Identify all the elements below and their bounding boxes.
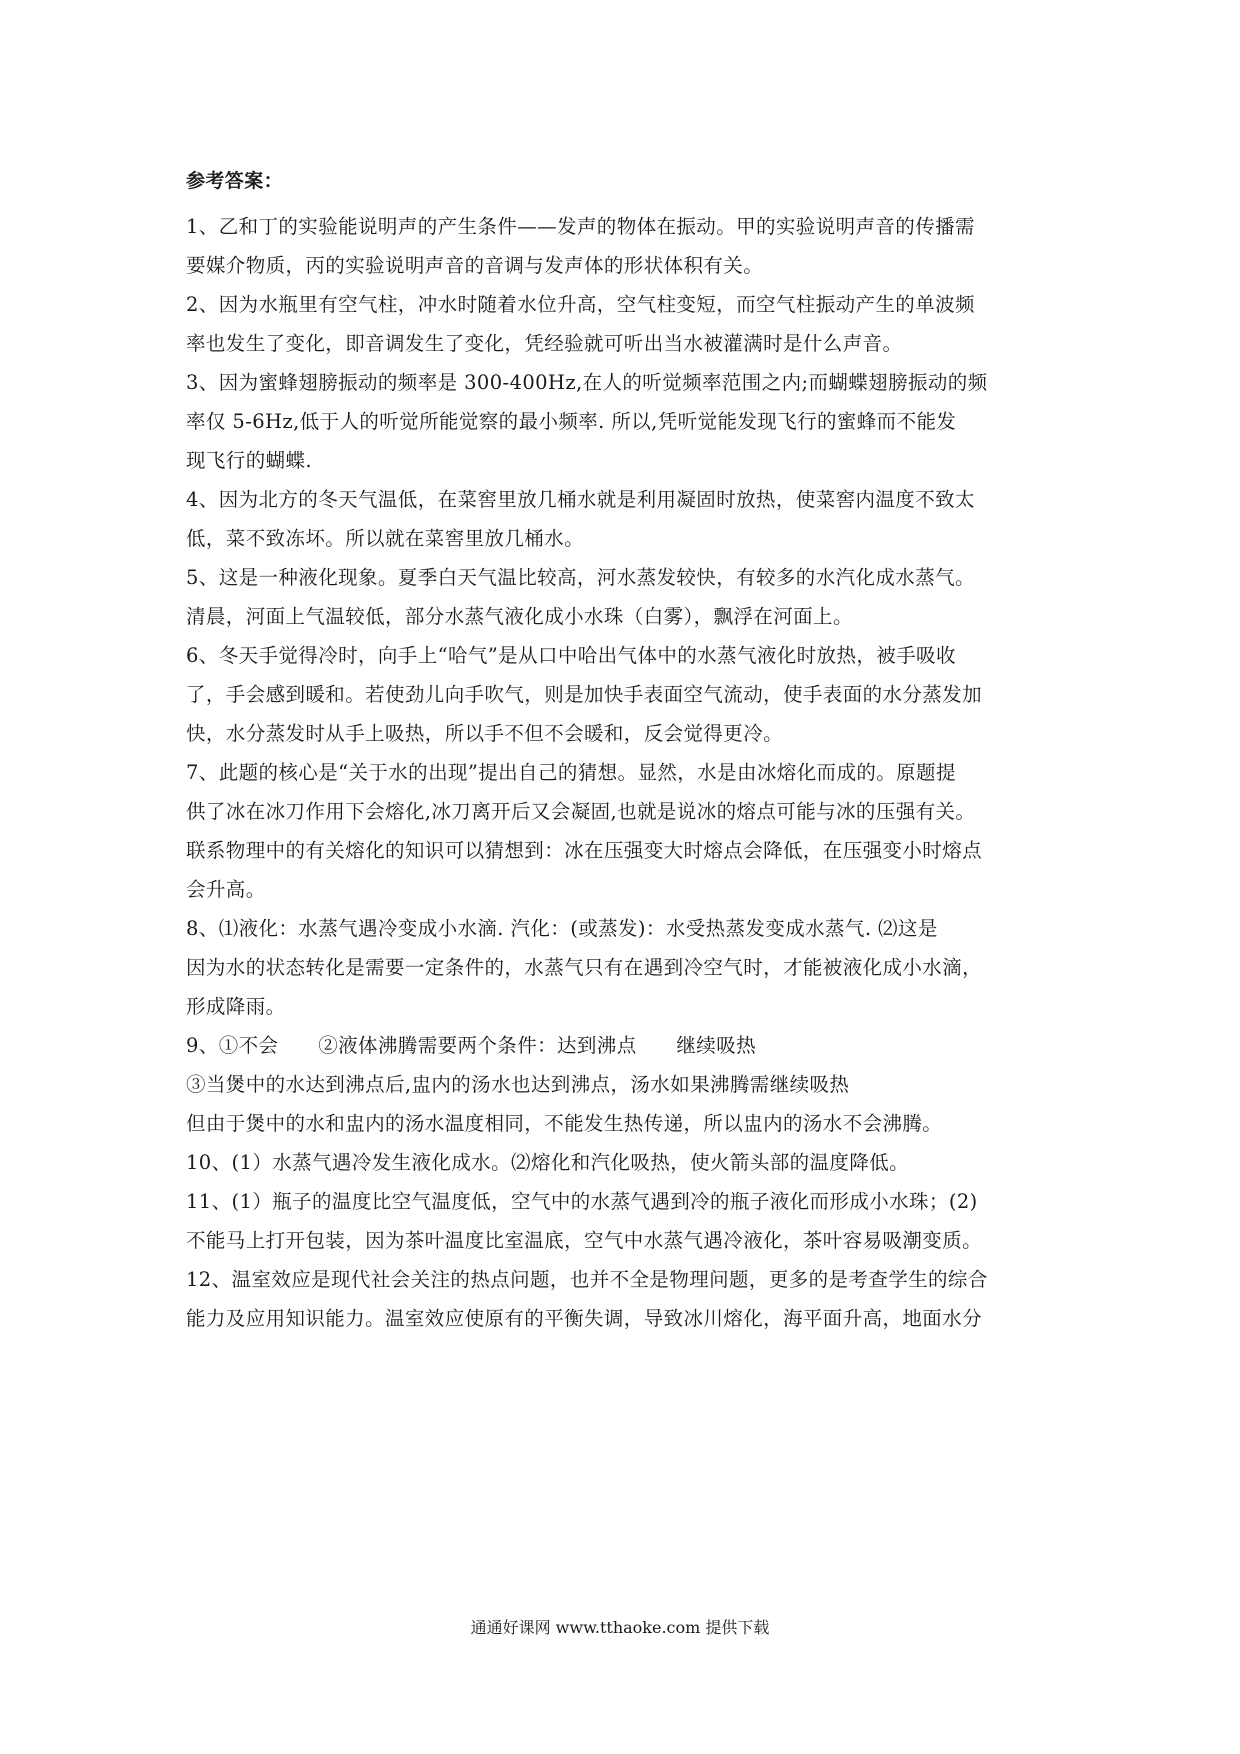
answer-item-4 bbox=[186, 480, 1054, 558]
answer-line: 但由于煲中的水和盅内的汤水温度相同，不能发生热传递，所以盅内的汤水不会沸腾。 bbox=[186, 1112, 943, 1135]
answer-line: 12、温室效应是现代社会关注的热点问题，也并不全是物理问题，更多的是考查学生的综合 bbox=[186, 1268, 988, 1291]
answer-line: 6、冬天手觉得冷时，向手上“哈气”是从口中哈出气体中的水蒸气液化时放热，被手吸收 bbox=[186, 644, 956, 667]
answer-line: 因为水的状态转化是需要一定条件的，水蒸气只有在遇到冷空气时，才能被液化成小水滴， bbox=[186, 956, 983, 979]
answer-line: 9、①不会 ②液体沸腾需要两个条件：达到沸点 继续吸热 bbox=[186, 1034, 757, 1057]
answer-list bbox=[186, 207, 1054, 1338]
answer-item-3 bbox=[186, 363, 1054, 480]
answer-line: 2、因为水瓶里有空气柱，冲水时随着水位升高，空气柱变短，而空气柱振动产生的单波频 bbox=[186, 293, 975, 316]
answer-line: 现飞行的蝴蝶. bbox=[186, 449, 312, 472]
answer-item-9 bbox=[186, 1026, 1054, 1143]
answer-line: 了，手会感到暖和。若使劲儿向手吹气，则是加快手表面空气流动，使手表面的水分蒸发加 bbox=[186, 683, 983, 706]
answer-section bbox=[186, 162, 1054, 1338]
answer-line: 会升高。 bbox=[186, 878, 266, 901]
answer-item-10 bbox=[186, 1143, 1054, 1182]
answer-item-12 bbox=[186, 1260, 1054, 1338]
answer-line: 形成降雨。 bbox=[186, 995, 286, 1018]
answer-line: 5、这是一种液化现象。夏季白天气温比较高，河水蒸发较快，有较多的水汽化成水蒸气。 bbox=[186, 566, 975, 589]
answer-item-7 bbox=[186, 753, 1054, 909]
answer-line: 11、(1）瓶子的温度比空气温度低，空气中的水蒸气遇到冷的瓶子液化而形成小水珠；(2) bbox=[186, 1190, 978, 1213]
answer-line: 清晨，河面上气温较低，部分水蒸气液化成小水珠（白雾），飘浮在河面上。 bbox=[186, 605, 853, 628]
answer-item-6 bbox=[186, 636, 1054, 753]
answer-line: 快，水分蒸发时从手上吸热，所以手不但不会暖和，反会觉得更冷。 bbox=[186, 722, 784, 745]
answer-line: 4、因为北方的冬天气温低，在菜窖里放几桶水就是利用凝固时放热，使菜窖内温度不致太 bbox=[186, 488, 975, 511]
answer-line: 率也发生了变化，即音调发生了变化，凭经验就可听出当水被灌满时是什么声音。 bbox=[186, 332, 903, 355]
answer-heading: 参考答案： bbox=[186, 170, 284, 192]
answer-line: 要媒介物质，丙的实验说明声音的音调与发声体的形状体积有关。 bbox=[186, 254, 764, 277]
footer-source: 通通好课网 www.tthaoke.com 提供下载 bbox=[470, 1618, 770, 1637]
answer-item-1 bbox=[186, 207, 1054, 285]
answer-line: 低，菜不致冻坏。所以就在菜窖里放几桶水。 bbox=[186, 527, 585, 550]
answer-line: 7、此题的核心是“关于水的出现”提出自己的猜想。显然，水是由冰熔化而成的。原题提 bbox=[186, 761, 956, 784]
answer-line: 10、(1）水蒸气遇冷发生液化成水。⑵熔化和汽化吸热，使火箭头部的温度降低。 bbox=[186, 1151, 910, 1174]
answer-item-5 bbox=[186, 558, 1054, 636]
answer-line: 3、因为蜜蜂翅膀振动的频率是 300-400Hz,在人的听觉频率范围之内;而蝴蝶翅膀振动的频 bbox=[186, 371, 988, 394]
answer-item-2 bbox=[186, 285, 1054, 363]
answer-line: 能力及应用知识能力。温室效应使原有的平衡失调，导致冰川熔化，海平面升高，地面水分 bbox=[186, 1307, 983, 1330]
answer-line: 联系物理中的有关熔化的知识可以猜想到：冰在压强变大时熔点会降低，在压强变小时熔点 bbox=[186, 839, 983, 862]
answer-line: 率仅 5-6Hz,低于人的听觉所能觉察的最小频率. 所以,凭听觉能发现飞行的蜜蜂而不能发 bbox=[186, 410, 957, 433]
answer-line: ③当煲中的水达到沸点后,盅内的汤水也达到沸点，汤水如果沸腾需继续吸热 bbox=[186, 1073, 850, 1096]
answer-item-8 bbox=[186, 909, 1054, 1026]
answer-line: 供了冰在冰刀作用下会熔化,冰刀离开后又会凝固,也就是说冰的熔点可能与冰的压强有关。 bbox=[186, 800, 976, 823]
answer-line: 不能马上打开包装，因为茶叶温度比室温底，空气中水蒸气遇冷液化，茶叶容易吸潮变质。 bbox=[186, 1229, 983, 1252]
answer-line: 1、乙和丁的实验能说明声的产生条件——发声的物体在振动。甲的实验说明声音的传播需 bbox=[186, 215, 975, 238]
answer-item-11 bbox=[186, 1182, 1054, 1260]
answer-line: 8、⑴液化：水蒸气遇冷变成小水滴. 汽化：(或蒸发)：水受热蒸发变成水蒸气. ⑵这是 bbox=[186, 917, 938, 940]
